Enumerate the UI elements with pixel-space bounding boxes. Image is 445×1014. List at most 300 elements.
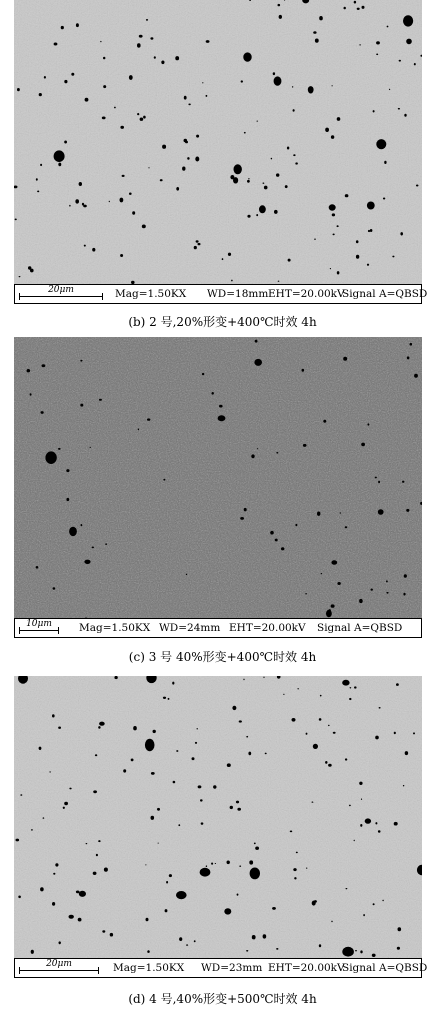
precipitate-particle: [259, 205, 266, 213]
sem-micrograph-c: [14, 337, 422, 618]
precipitate-particle: [376, 139, 386, 149]
precipitate-particle: [354, 686, 357, 688]
sem-micrograph-d: [14, 676, 422, 958]
precipitate-particle: [230, 806, 233, 809]
precipitate-particle: [175, 56, 179, 60]
precipitate-particle: [328, 725, 330, 726]
precipitate-particle: [76, 23, 79, 27]
precipitate-particle: [386, 592, 388, 594]
precipitate-particle: [342, 947, 354, 957]
precipitate-particle: [93, 872, 97, 875]
precipitate-particle: [349, 805, 351, 807]
precipitate-particle: [373, 903, 375, 905]
precipitate-particle: [361, 799, 362, 800]
precipitate-particle: [306, 733, 308, 735]
precipitate-particle: [120, 126, 124, 129]
precipitate-particle: [69, 788, 71, 790]
precipitate-particle: [293, 109, 295, 112]
precipitate-particle: [354, 840, 355, 841]
precipitate-particle: [249, 860, 253, 864]
precipitate-particle: [120, 198, 124, 203]
eht-field: EHT=20.00kV: [268, 962, 345, 974]
precipitate-particle: [276, 452, 278, 454]
precipitate-particle: [79, 182, 82, 186]
precipitate-particle: [273, 72, 275, 75]
precipitate-particle: [219, 405, 223, 408]
precipitate-particle: [40, 164, 42, 166]
precipitate-particle: [194, 940, 196, 942]
precipitate-particle: [198, 785, 202, 788]
precipitate-particle: [370, 229, 373, 232]
precipitate-particle: [163, 479, 165, 481]
precipitate-particle: [122, 175, 125, 177]
precipitate-particle: [292, 86, 293, 87]
precipitate-particle: [263, 677, 264, 678]
precipitate-particle: [81, 524, 83, 526]
precipitate-particle: [138, 429, 139, 431]
precipitate-particle: [211, 863, 213, 865]
precipitate-particle: [254, 843, 256, 845]
precipitate-particle: [325, 761, 327, 764]
precipitate-particle: [228, 253, 231, 256]
precipitate-particle: [315, 39, 319, 43]
precipitate-particle: [98, 726, 100, 729]
precipitate-particle: [28, 266, 31, 269]
precipitate-particle: [403, 593, 405, 596]
precipitate-particle: [157, 808, 160, 811]
precipitate-particle: [294, 877, 296, 879]
precipitate-particle: [251, 454, 254, 458]
precipitate-particle: [151, 772, 155, 775]
precipitate-particle: [340, 512, 341, 513]
precipitate-particle: [146, 19, 148, 21]
sem-info-bar-b: [14, 284, 428, 304]
precipitate-particle: [342, 680, 349, 686]
precipitate-particle: [42, 364, 46, 367]
sem-info-bar-d: [14, 958, 428, 978]
wd-field: WD=24mm: [159, 622, 221, 634]
scale-label: 20μm: [48, 285, 74, 295]
precipitate-particle: [232, 706, 236, 710]
precipitate-particle: [52, 714, 55, 717]
precipitate-particle: [98, 840, 100, 842]
precipitate-particle: [158, 843, 159, 844]
wd-field: WD=23mm: [201, 962, 263, 974]
precipitate-particle: [200, 799, 203, 801]
precipitate-particle: [79, 891, 86, 897]
precipitate-particle: [313, 744, 318, 749]
sem-info-bar-c: [14, 618, 422, 638]
precipitate-particle: [274, 210, 278, 214]
sem-micrograph-b: [14, 0, 422, 284]
precipitate-particle: [331, 604, 335, 607]
precipitate-particle: [371, 589, 373, 591]
precipitate-particle: [247, 180, 250, 183]
precipitate-particle: [384, 161, 386, 164]
precipitate-particle: [333, 234, 335, 236]
precipitate-particle: [92, 248, 95, 252]
precipitate-particle: [231, 280, 233, 282]
precipitate-particle: [239, 866, 241, 867]
precipitate-particle: [161, 61, 164, 65]
precipitate-particle: [165, 909, 168, 912]
precipitate-particle: [80, 360, 82, 362]
precipitate-particle: [396, 683, 399, 686]
precipitate-particle: [160, 179, 163, 181]
precipitate-particle: [410, 343, 413, 346]
precipitate-particle: [365, 818, 371, 823]
precipitate-particle: [52, 902, 55, 906]
precipitate-particle: [313, 31, 316, 34]
precipitate-particle: [16, 839, 20, 842]
precipitate-particle: [202, 373, 204, 375]
precipitate-particle: [386, 580, 388, 582]
precipitate-particle: [278, 281, 280, 282]
precipitate-particle: [296, 852, 298, 854]
precipitate-particle: [237, 808, 241, 811]
precipitate-particle: [345, 758, 347, 760]
precipitate-particle: [166, 881, 168, 884]
precipitate-particle: [40, 887, 44, 891]
precipitate-particle: [44, 76, 46, 79]
precipitate-particle: [265, 753, 267, 755]
precipitate-particle: [343, 357, 347, 361]
precipitate-particle: [378, 509, 384, 515]
precipitate-particle: [360, 950, 362, 953]
precipitate-particle: [276, 948, 278, 950]
precipitate-particle: [36, 566, 39, 569]
precipitate-particle: [85, 98, 89, 102]
precipitate-particle: [375, 736, 379, 740]
precipitate-particle: [244, 508, 247, 511]
precipitate-particle: [403, 15, 413, 26]
precipitate-particle: [346, 888, 348, 889]
precipitate-particle: [372, 954, 376, 957]
precipitate-particle: [406, 39, 412, 45]
precipitate-particle: [345, 194, 349, 197]
precipitate-particle: [15, 219, 17, 221]
precipitate-particle: [86, 843, 88, 844]
precipitate-particle: [110, 933, 113, 937]
precipitate-particle: [330, 268, 331, 269]
precipitate-particle: [53, 873, 55, 875]
precipitate-particle: [359, 782, 362, 785]
precipitate-particle: [215, 863, 216, 864]
precipitate-particle: [18, 896, 21, 899]
scale-bar-d: [19, 959, 99, 977]
precipitate-particle: [375, 477, 377, 479]
precipitate-particle: [250, 868, 260, 880]
precipitate-particle: [93, 790, 97, 793]
precipitate-particle: [247, 215, 250, 218]
precipitate-particle: [378, 481, 380, 483]
precipitate-particle: [283, 694, 284, 695]
precipitate-particle: [367, 264, 369, 266]
precipitate-particle: [244, 132, 246, 134]
precipitate-particle: [246, 950, 248, 952]
precipitate-particle: [147, 950, 149, 953]
precipitate-particle: [285, 185, 288, 188]
caption-b: (b) 2 号,20%形变+400℃时效 4h: [128, 315, 317, 329]
precipitate-particle: [320, 695, 322, 697]
precipitate-particle: [146, 918, 149, 922]
precipitate-particle: [241, 80, 243, 82]
scale-bar-c: [19, 619, 59, 637]
precipitate-particle: [239, 720, 242, 722]
precipitate-particle: [402, 481, 404, 483]
precipitate-particle: [337, 582, 340, 585]
eht-field: EHT=20.00kV: [229, 622, 306, 634]
precipitate-particle: [53, 587, 56, 589]
precipitate-particle: [66, 498, 69, 501]
precipitate-particle: [337, 271, 340, 274]
precipitate-particle: [137, 43, 141, 47]
precipitate-particle: [96, 854, 98, 857]
precipitate-particle: [64, 141, 67, 144]
precipitate-particle: [398, 108, 400, 110]
precipitate-particle: [102, 117, 106, 120]
precipitate-particle: [234, 164, 242, 174]
precipitate-particle: [145, 739, 155, 751]
precipitate-particle: [114, 676, 117, 679]
precipitate-particle: [398, 927, 402, 931]
precipitate-particle: [172, 682, 174, 685]
precipitate-particle: [272, 907, 276, 910]
precipitate-particle: [19, 276, 21, 277]
precipitate-particle: [206, 40, 210, 43]
precipitate-particle: [288, 259, 291, 262]
precipitate-particle: [387, 26, 389, 28]
precipitate-particle: [306, 868, 307, 869]
precipitate-particle: [297, 688, 299, 689]
mag-field: Mag=1.50KX: [79, 622, 151, 634]
mag-field: Mag=1.50KX: [115, 288, 187, 300]
signal-field: Signal A=QBSD: [342, 962, 428, 974]
precipitate-particle: [218, 415, 226, 421]
precipitate-particle: [198, 243, 201, 245]
precipitate-particle: [295, 524, 297, 527]
precipitate-particle: [359, 44, 360, 45]
precipitate-particle: [99, 399, 102, 401]
precipitate-particle: [333, 732, 336, 734]
precipitate-particle: [389, 89, 390, 90]
precipitate-particle: [184, 96, 187, 100]
precipitate-particle: [368, 230, 370, 232]
precipitate-particle: [120, 254, 123, 257]
precipitate-particle: [243, 679, 244, 681]
precipitate-particle: [103, 57, 105, 60]
precipitate-particle: [99, 722, 105, 726]
precipitate-particle: [325, 128, 329, 132]
precipitate-particle: [213, 785, 216, 788]
precipitate-particle: [405, 751, 408, 755]
precipitate-particle: [404, 114, 406, 117]
precipitate-particle: [319, 16, 323, 20]
precipitate-particle: [257, 121, 258, 122]
precipitate-particle: [344, 7, 346, 10]
wd-field: WD=18mm: [207, 288, 269, 300]
precipitate-particle: [39, 93, 42, 96]
precipitate-particle: [413, 732, 415, 734]
precipitate-particle: [55, 863, 58, 866]
precipitate-particle: [414, 63, 416, 65]
precipitate-particle: [147, 418, 150, 420]
precipitate-particle: [293, 154, 295, 156]
precipitate-particle: [394, 732, 396, 735]
precipitate-particle: [206, 95, 208, 97]
precipitate-particle: [292, 718, 296, 722]
precipitate-particle: [321, 573, 322, 574]
precipitate-particle: [337, 117, 341, 121]
precipitate-particle: [41, 411, 44, 414]
precipitate-particle: [154, 56, 156, 59]
precipitate-particle: [350, 687, 352, 688]
precipitate-particle: [64, 802, 68, 805]
precipitate-particle: [361, 443, 365, 447]
precipitate-particle: [178, 824, 180, 826]
precipitate-particle: [202, 82, 203, 83]
precipitate-particle: [30, 393, 32, 395]
scale-line: [19, 630, 59, 631]
precipitate-particle: [240, 517, 244, 520]
precipitate-particle: [248, 178, 250, 179]
scale-line: [19, 970, 99, 971]
precipitate-particle: [382, 900, 383, 901]
precipitate-particle: [69, 915, 74, 919]
precipitate-particle: [45, 451, 56, 464]
precipitate-particle: [263, 183, 265, 184]
precipitate-particle: [378, 830, 381, 832]
precipitate-particle: [407, 356, 410, 359]
precipitate-particle: [114, 107, 116, 109]
scale-label: 20μm: [46, 959, 72, 969]
precipitate-particle: [394, 822, 398, 826]
precipitate-particle: [103, 85, 106, 88]
sem-image-d: [14, 676, 422, 958]
precipitate-particle: [105, 543, 107, 545]
precipitate-particle: [246, 736, 248, 738]
precipitate-particle: [312, 802, 314, 803]
scale-label: 10μm: [26, 619, 52, 629]
grain-texture: [14, 337, 422, 618]
precipitate-particle: [248, 752, 251, 756]
signal-field: Signal A=QBSD: [317, 622, 403, 634]
precipitate-particle: [80, 404, 83, 407]
precipitate-particle: [264, 186, 268, 190]
precipitate-particle: [376, 41, 380, 44]
precipitate-particle: [281, 547, 284, 550]
precipitate-particle: [224, 908, 231, 914]
precipitate-particle: [271, 158, 272, 160]
precipitate-particle: [332, 213, 335, 216]
precipitate-particle: [367, 423, 369, 425]
precipitate-particle: [20, 794, 22, 796]
precipitate-particle: [206, 865, 207, 867]
precipitate-particle: [319, 718, 322, 721]
precipitate-particle: [54, 150, 65, 162]
precipitate-particle: [303, 444, 307, 447]
precipitate-particle: [84, 560, 90, 564]
precipitate-particle: [192, 757, 195, 760]
precipitate-particle: [176, 187, 179, 191]
precipitate-particle: [290, 831, 293, 833]
sem-image-c: [14, 337, 422, 618]
precipitate-particle: [100, 41, 101, 42]
precipitate-particle: [275, 539, 278, 542]
precipitate-particle: [337, 225, 339, 227]
precipitate-particle: [129, 75, 133, 80]
precipitate-particle: [355, 950, 357, 951]
precipitate-particle: [43, 817, 45, 818]
precipitate-particle: [357, 8, 360, 10]
precipitate-particle: [319, 944, 321, 947]
precipitate-particle: [252, 935, 256, 939]
precipitate-particle: [363, 914, 365, 916]
precipitate-particle: [195, 742, 197, 744]
precipitate-particle: [230, 175, 234, 179]
precipitate-particle: [400, 232, 403, 235]
precipitate-particle: [308, 86, 314, 93]
precipitate-particle: [196, 240, 199, 242]
precipitate-particle: [82, 203, 84, 206]
precipitate-particle: [332, 85, 333, 86]
precipitate-particle: [184, 139, 188, 143]
precipitate-particle: [397, 947, 400, 950]
precipitate-particle: [143, 116, 146, 119]
precipitate-particle: [69, 527, 77, 536]
precipitate-particle: [362, 6, 365, 9]
precipitate-particle: [392, 256, 394, 258]
precipitate-particle: [414, 374, 418, 378]
precipitate-particle: [50, 771, 51, 772]
precipitate-particle: [356, 255, 359, 259]
precipitate-particle: [36, 178, 38, 180]
precipitate-particle: [331, 560, 337, 565]
precipitate-particle: [145, 864, 146, 865]
precipitate-particle: [71, 73, 74, 76]
precipitate-particle: [173, 781, 176, 784]
grain-texture: [14, 676, 422, 958]
precipitate-particle: [274, 76, 282, 85]
precipitate-particle: [186, 944, 188, 945]
eht-field: EHT=20.00kV: [268, 288, 345, 300]
scale-line: [19, 296, 103, 297]
precipitate-particle: [142, 225, 146, 229]
precipitate-particle: [360, 824, 362, 827]
precipitate-particle: [129, 193, 132, 195]
precipitate-particle: [399, 60, 401, 62]
precipitate-particle: [263, 934, 267, 938]
precipitate-particle: [102, 930, 105, 932]
precipitate-particle: [295, 162, 298, 164]
precipitate-particle: [169, 874, 172, 877]
precipitate-particle: [329, 609, 331, 612]
precipitate-particle: [90, 447, 91, 448]
precipitate-particle: [201, 822, 204, 824]
precipitate-particle: [58, 727, 61, 729]
precipitate-particle: [54, 43, 58, 46]
precipitate-particle: [31, 950, 34, 954]
precipitate-particle: [148, 167, 149, 168]
precipitate-particle: [379, 707, 381, 709]
precipitate-particle: [188, 104, 190, 106]
precipitate-particle: [278, 4, 281, 6]
precipitate-particle: [270, 531, 274, 535]
scale-bar-b: [19, 285, 103, 303]
caption-c: (c) 3 号 40%形变+400℃时效 4h: [128, 650, 317, 664]
precipitate-particle: [150, 37, 153, 39]
precipitate-particle: [69, 205, 70, 207]
